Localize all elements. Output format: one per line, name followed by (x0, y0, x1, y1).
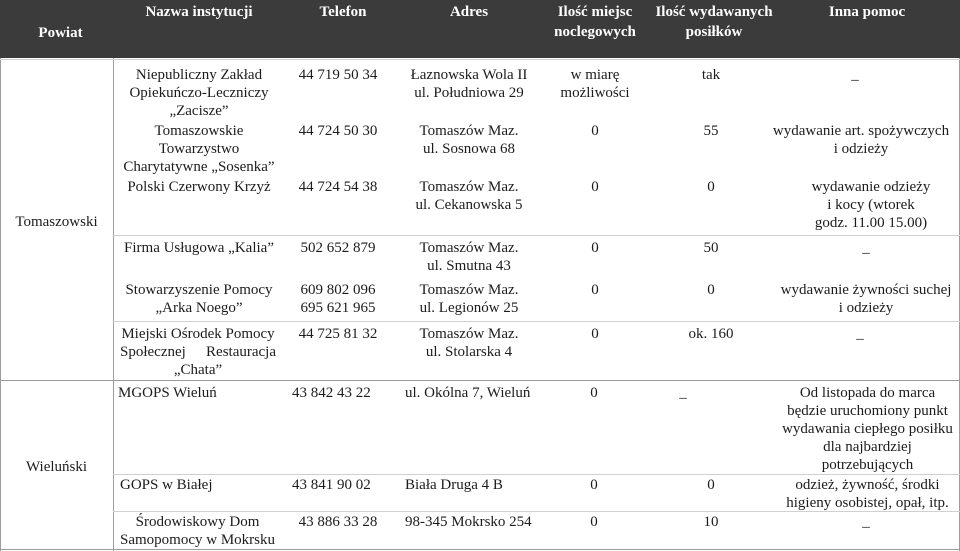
header-meals-line: posiłków (685, 24, 743, 40)
phone-number-line: 43 841 90 02 (292, 477, 371, 493)
sleeping-places (540, 66, 650, 102)
phone-number-line: 44 719 50 34 (298, 67, 378, 83)
meals-count-line: ok. 160 (688, 326, 734, 342)
institution-name-line: Tomaszowskie (154, 123, 244, 139)
meals-count (655, 325, 767, 343)
county-name: Wieluński (25, 459, 88, 475)
meals-count (655, 178, 767, 196)
sleeping-places-line: 0 (591, 326, 599, 342)
header-institution: Nazwa instytucji (145, 4, 253, 20)
phone-number-line: 695 621 965 (300, 300, 376, 316)
phone-number (282, 66, 394, 84)
phone-number (282, 513, 394, 531)
institution-name (120, 325, 276, 379)
other-help-line: odzież, żywność, środki (795, 477, 940, 493)
address-line: ul. Stolarska 4 (425, 344, 513, 360)
institution-name-line: „Chata” (173, 362, 223, 378)
address (405, 476, 540, 494)
address-line: Tomaszów Maz. (419, 123, 519, 139)
other-help (775, 476, 960, 512)
other-help-line: _ (862, 514, 870, 530)
sleeping-places-line: 0 (590, 514, 598, 530)
institution-name-line: Miejski Ośrodek Pomocy (121, 326, 275, 342)
address (400, 66, 538, 102)
header-sleeping-places-line: Ilość miejsc (557, 4, 633, 20)
meals-count-line: _ (679, 385, 687, 401)
meals-count-line: 0 (707, 477, 715, 493)
sleeping-places (539, 476, 649, 494)
sleeping-places (540, 325, 650, 343)
institution-name (113, 239, 285, 257)
phone-number (282, 178, 394, 196)
other-help-line: higieny osobistej, opał, itp. (786, 495, 949, 511)
institution-name-line: Charytatywne „Sosenka” (123, 159, 275, 175)
sleeping-places-line: w miarę (570, 67, 620, 83)
address (405, 384, 540, 402)
phone-number (282, 239, 394, 257)
row-divider (113, 474, 960, 475)
other-help-line: potrzebujących (821, 457, 914, 473)
phone-number-line: 44 725 81 32 (298, 326, 378, 342)
address-line: Tomaszów Maz. (419, 240, 519, 256)
table-row (0, 66, 960, 120)
address-line: ul. Smutna 43 (427, 258, 511, 274)
address-line: Łaznowska Wola II (410, 67, 528, 83)
header-phone: Telefon (319, 4, 367, 20)
institution-name (120, 476, 283, 494)
table-row (0, 178, 960, 232)
sleeping-places (540, 281, 650, 299)
header-meals (654, 2, 774, 42)
institution-name-line: Firma Usługowa „Kalia” (124, 240, 274, 256)
group-divider (0, 380, 960, 381)
other-help-line: i kocy (wtorek (827, 197, 915, 213)
sleeping-places-line: możliwości (560, 85, 630, 101)
table-row (0, 513, 960, 549)
address-line: ul. Legionów 25 (419, 300, 519, 316)
table-bottom-border (0, 549, 960, 550)
sleeping-places-line: 0 (591, 240, 599, 256)
institution-name-line: Polski Czerwony Krzyż (127, 179, 271, 195)
address (400, 178, 538, 214)
phone-number (292, 384, 397, 402)
phone-number-line: 44 724 50 30 (298, 123, 378, 139)
header-sleeping-places (536, 2, 654, 42)
phone-number (292, 476, 397, 494)
sleeping-places-line: 0 (590, 477, 598, 493)
county-name: Tomaszowski (15, 214, 98, 230)
institution-name (113, 66, 285, 120)
meals-count-line: 0 (707, 282, 715, 298)
row-divider (113, 321, 960, 322)
table-row (0, 281, 960, 317)
header-county: Powiat (38, 25, 83, 41)
other-help (766, 122, 956, 158)
other-help (785, 178, 957, 232)
phone-number-line: 609 802 096 (300, 282, 376, 298)
other-help (766, 325, 954, 343)
address-line: ul. Cekanowska 5 (415, 197, 523, 213)
meals-count (627, 384, 739, 402)
institution-name-line: „Zacisze” (169, 103, 229, 119)
sleeping-places-line: 0 (591, 179, 599, 195)
other-help-line: i odzieży (838, 300, 894, 316)
other-help (772, 239, 960, 257)
other-help-line: godz. 11.00 15.00) (814, 215, 928, 231)
meals-count (655, 476, 767, 494)
institution-name-line: Społecznej Restauracja (120, 344, 276, 360)
institution-name-line: Towarzystwo (158, 141, 240, 157)
institution-name (113, 122, 285, 176)
phone-number-line: 502 652 879 (300, 240, 376, 256)
meals-count (655, 66, 767, 84)
institution-name (113, 178, 285, 196)
phone-number (282, 122, 394, 140)
address-line: Tomaszów Maz. (419, 179, 519, 195)
header-other-help: Inna pomoc (828, 4, 906, 20)
sleeping-places (539, 513, 649, 531)
meals-count (655, 122, 767, 140)
table-header (0, 0, 960, 58)
institution-name-line: Niepubliczny Zakład (135, 67, 263, 83)
header-sleeping-places-line: noclegowych (554, 24, 636, 40)
other-help (772, 281, 960, 317)
other-help-line: wydawanie art. spożywczych (772, 123, 950, 139)
address (405, 513, 545, 531)
phone-number-line: 43 842 43 22 (292, 385, 371, 401)
phone-number (282, 281, 394, 317)
sleeping-places-line: 0 (591, 282, 599, 298)
institution-name (113, 513, 282, 549)
table-row (0, 239, 960, 275)
sleeping-places (540, 122, 650, 140)
institution-name (118, 384, 283, 402)
meals-count (655, 513, 767, 531)
meals-count-line: 0 (707, 179, 715, 195)
row-divider (0, 59, 960, 60)
header-address: Adres (449, 4, 489, 20)
other-help-line: wydawania ciepłego posiłku (782, 421, 953, 437)
meals-count-line: 55 (703, 123, 719, 139)
address-line: 98-345 Mokrsko 254 (405, 514, 532, 530)
sleeping-places (540, 239, 650, 257)
other-help-line: _ (856, 326, 864, 342)
meals-count (655, 281, 767, 299)
address-line: ul. Okólna 7, Wieluń (405, 385, 531, 401)
meals-count (655, 239, 767, 257)
meals-count-line: 50 (703, 240, 719, 256)
institution-name (113, 281, 285, 317)
other-help-line: wydawanie żywności suchej (780, 282, 952, 298)
other-help (772, 513, 960, 531)
institution-name-line: Samopomocy w Mokrsku (120, 532, 275, 548)
address (400, 325, 538, 361)
meals-count-line: tak (701, 67, 721, 83)
other-help (775, 384, 960, 474)
table-row (0, 476, 960, 512)
address (400, 281, 538, 317)
phone-number-line: 44 724 54 38 (298, 179, 378, 195)
sleeping-places (540, 178, 650, 196)
sleeping-places-line: 0 (590, 385, 598, 401)
table-row (0, 122, 960, 176)
institution-name-line: Opiekuńczo-Leczniczy (129, 85, 269, 101)
other-help-line: i odzieży (833, 141, 889, 157)
other-help-line: _ (862, 240, 870, 256)
institution-name-line: Stowarzyszenie Pomocy (125, 282, 273, 298)
address-line: Tomaszów Maz. (419, 282, 519, 298)
row-divider (113, 235, 960, 236)
other-help-line: wydawanie odzieży (811, 179, 931, 195)
phone-number-line: 43 886 33 28 (298, 514, 378, 530)
other-help (761, 66, 949, 84)
institution-name-line: MGOPS Wieluń (118, 385, 217, 401)
other-help-line: Od listopada do marca (799, 385, 936, 401)
sleeping-places-line: 0 (591, 123, 599, 139)
institution-name-line: „Arka Noego” (155, 300, 243, 316)
address (400, 122, 538, 158)
address (400, 239, 538, 275)
address-line: ul. Południowa 29 (414, 85, 524, 101)
address-line: Tomaszów Maz. (419, 326, 519, 342)
phone-number (282, 325, 394, 343)
institution-name-line: Środowiskowy Dom (135, 514, 260, 530)
other-help-line: dla najbardziej (823, 439, 912, 455)
other-help-line: _ (851, 67, 859, 83)
address-line: Biała Druga 4 B (405, 477, 503, 493)
meals-count-line: 10 (703, 514, 719, 530)
address-line: ul. Sosnowa 68 (422, 141, 516, 157)
table-row (0, 384, 960, 474)
institution-name-line: GOPS w Białej (120, 477, 213, 493)
other-help-line: będzie uruchomiony punkt (787, 403, 948, 419)
header-meals-line: Ilość wydawanych (655, 4, 773, 20)
table-row (0, 325, 960, 379)
